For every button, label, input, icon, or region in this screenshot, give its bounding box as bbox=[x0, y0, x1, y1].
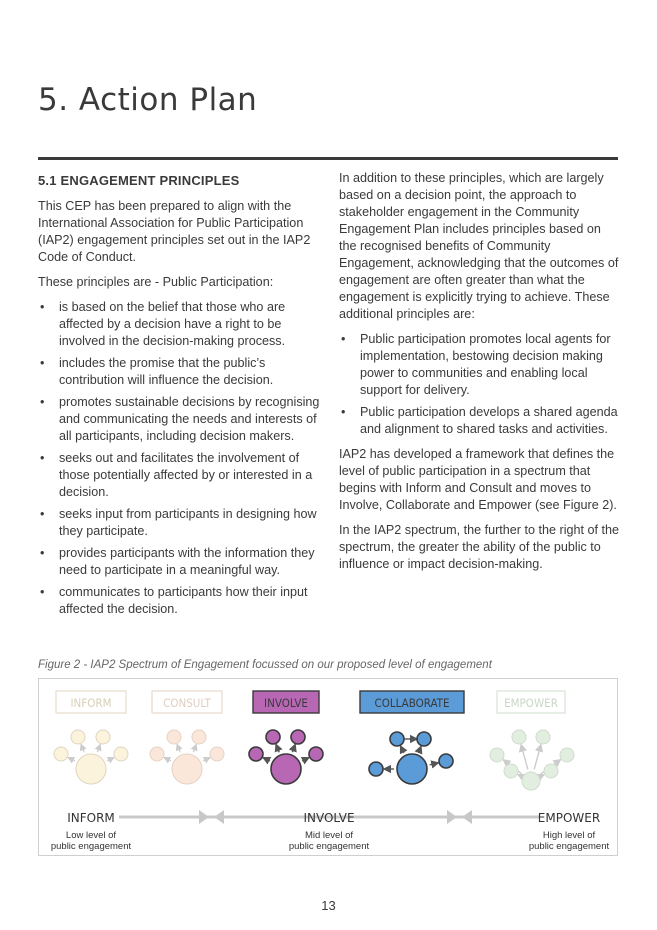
level-label: CONSULT bbox=[163, 696, 211, 710]
principle-item: • provides participants with the information they need to participate in a meaningful way. bbox=[38, 545, 322, 579]
scale-level-label: INFORM bbox=[67, 811, 115, 825]
scale-level-description: Low level of bbox=[65, 830, 117, 841]
arrow bbox=[203, 758, 210, 761]
right-column bbox=[339, 170, 619, 581]
scale-level-description: public engagement bbox=[50, 841, 132, 852]
arrow bbox=[419, 746, 421, 752]
principle-item: • seeks out and facilitates the involvement of those potentially affected by or interested in a decision. bbox=[38, 450, 322, 501]
participant-circle-small bbox=[249, 747, 263, 761]
level-label: INFORM bbox=[70, 696, 112, 710]
participant-circle-small bbox=[54, 747, 68, 761]
arrow bbox=[302, 758, 309, 761]
participant-circle-small bbox=[291, 730, 305, 744]
principle-item: • promotes sustainable decisions by recognising and communicating the needs and interests of all participants, including decision makers. bbox=[38, 394, 322, 445]
principle-item: • is based on the belief that those who are affected by a decision have a right to be involved in the decision-making process. bbox=[38, 299, 322, 350]
participant-circle-small bbox=[544, 764, 558, 778]
additional-principles-list bbox=[339, 331, 619, 438]
arrow bbox=[193, 744, 196, 752]
scale-level-description: public engagement bbox=[528, 841, 610, 852]
principles-lead: These principles are - Public Participation: bbox=[38, 275, 274, 289]
participant-circle-small bbox=[512, 730, 526, 744]
arrow bbox=[276, 744, 279, 752]
participant-circle-small bbox=[71, 730, 85, 744]
additional-principle-item: • Public participation develops a shared agenda and alignment to shared tasks and activities. bbox=[339, 404, 619, 438]
scale-arrowhead bbox=[462, 810, 472, 824]
level-label: COLLABORATE bbox=[374, 696, 450, 710]
scale-arrowhead bbox=[214, 810, 224, 824]
scale-level-description: High level of bbox=[542, 830, 596, 841]
arrow bbox=[177, 744, 180, 752]
title-divider bbox=[38, 157, 618, 160]
spectrum-diagram bbox=[39, 679, 617, 855]
additional-principle-item: • Public participation promotes local agents for implementation, bestowing decision making power to communities and enabling local support for delivery. bbox=[339, 331, 619, 399]
arrow bbox=[521, 745, 528, 770]
figure-caption: Figure 2 - IAP2 Spectrum of Engagement focussed on our proposed level of engagement bbox=[38, 659, 492, 671]
arrow bbox=[164, 758, 171, 761]
section-heading: 5.1 ENGAGEMENT PRINCIPLES bbox=[38, 173, 240, 188]
participant-circle-small bbox=[192, 730, 206, 744]
arrow bbox=[430, 763, 439, 765]
participant-circle-small bbox=[150, 747, 164, 761]
scale-level-description: public engagement bbox=[288, 841, 370, 852]
scale-level-description: Mid level of bbox=[304, 830, 354, 841]
participant-circle-small bbox=[114, 747, 128, 761]
scale-level-label: EMPOWER bbox=[537, 811, 601, 825]
participant-circle-small bbox=[309, 747, 323, 761]
participant-circle-large bbox=[397, 754, 427, 784]
left-column bbox=[38, 170, 322, 626]
arrow bbox=[81, 744, 84, 752]
page-number: 13 bbox=[321, 898, 336, 913]
participant-circle-small bbox=[439, 754, 453, 768]
intro-paragraph: This CEP has been prepared to align with the International Association for Public Participation (IAP2) engagement principles set out in the IAP2 Code of Conduct. bbox=[38, 199, 311, 264]
participant-circle-large bbox=[522, 772, 540, 790]
page-title: 5. Action Plan bbox=[38, 82, 258, 118]
additional-paragraph: In addition to these principles, which are largely based on a decision point, the approach to stakeholder engagement in the Community Engagement Plan includes principles based on the recognised benefits of Community Engagement, acknowledging that the outcomes of engagement are often greater than what the engagement is explicitly trying to achieve. These additional principles are: bbox=[339, 171, 619, 321]
participant-circle-small bbox=[167, 730, 181, 744]
arrow bbox=[263, 758, 270, 761]
participant-circle-large bbox=[271, 754, 301, 784]
scale-level-label: INVOLVE bbox=[303, 811, 355, 825]
participant-circle-small bbox=[369, 762, 383, 776]
principle-item: • includes the promise that the public’s contribution will influence the decision. bbox=[38, 355, 322, 389]
participant-circle-large bbox=[76, 754, 106, 784]
participant-circle-small bbox=[504, 764, 518, 778]
participant-circle-small bbox=[490, 748, 504, 762]
participant-circle-small bbox=[417, 732, 431, 746]
principles-list bbox=[38, 299, 322, 618]
participant-circle-large bbox=[172, 754, 202, 784]
scale-arrowhead bbox=[199, 810, 209, 824]
participant-circle-small bbox=[96, 730, 110, 744]
arrow bbox=[401, 746, 404, 753]
arrow bbox=[68, 758, 75, 761]
participant-circle-small bbox=[210, 747, 224, 761]
arrow bbox=[534, 745, 541, 770]
spectrum-paragraph: In the IAP2 spectrum, the further to the right of the spectrum, the greater the ability of the public to influence or impact decision-making. bbox=[339, 523, 620, 571]
arrow bbox=[542, 775, 544, 776]
arrow bbox=[292, 744, 295, 752]
scale-arrowhead bbox=[447, 810, 457, 824]
framework-paragraph: IAP2 has developed a framework that defines the level of public participation in a spectrum that begins with Inform and Consult and moves to Involve, Collaborate and Empower (see Figure 2). bbox=[339, 447, 617, 512]
principle-item: • seeks input from participants in designing how they participate. bbox=[38, 506, 322, 540]
arrow bbox=[107, 758, 114, 761]
principle-item: • communicates to participants how their input affected the decision. bbox=[38, 584, 322, 618]
level-label: EMPOWER bbox=[504, 696, 558, 710]
level-label: INVOLVE bbox=[264, 696, 308, 710]
participant-circle-small bbox=[266, 730, 280, 744]
arrow bbox=[97, 744, 100, 752]
participant-circle-small bbox=[536, 730, 550, 744]
participant-circle-small bbox=[560, 748, 574, 762]
arrow bbox=[518, 775, 520, 776]
participant-circle-small bbox=[390, 732, 404, 746]
iap2-spectrum-figure bbox=[38, 678, 618, 856]
